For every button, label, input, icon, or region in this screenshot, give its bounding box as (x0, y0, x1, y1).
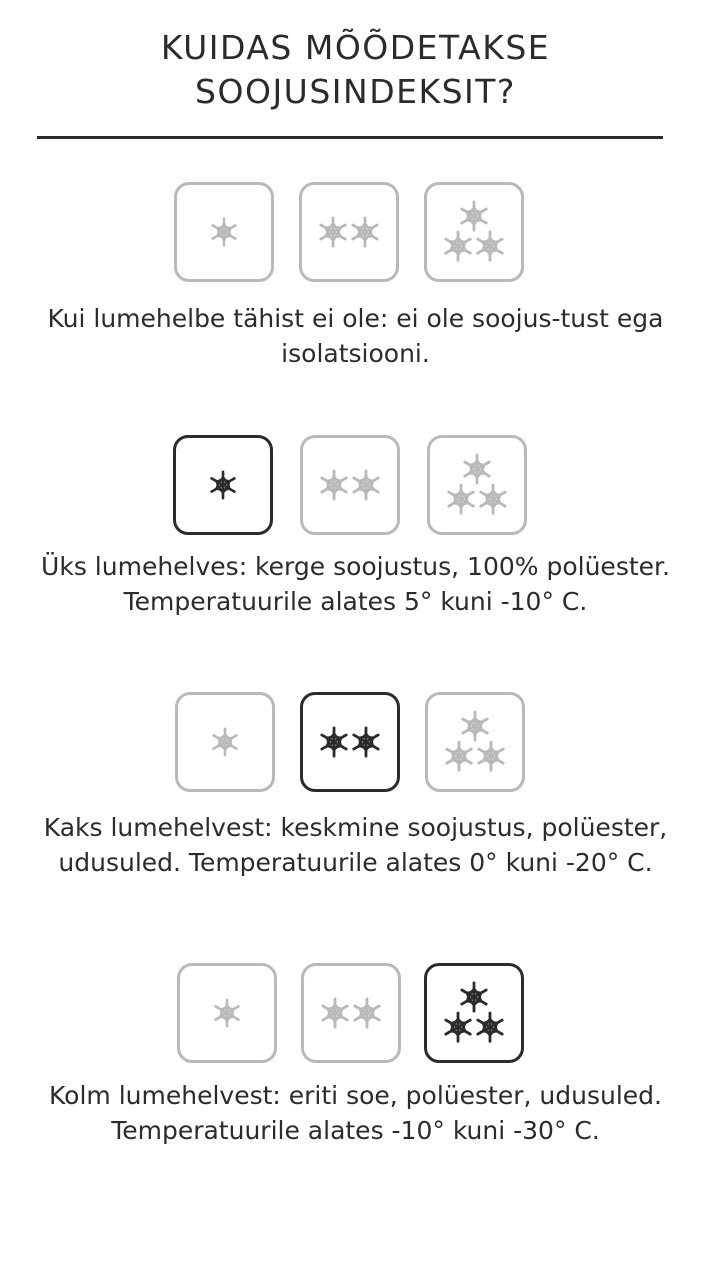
three-snowflakes-icon (424, 963, 524, 1063)
two-snowflakes-icon (301, 963, 401, 1063)
one-snowflake-icon (173, 435, 273, 535)
snowflake-icon-row (0, 963, 711, 1067)
three-snowflakes-icon (427, 435, 527, 535)
snowflake-graphic (176, 435, 270, 535)
page-title (0, 26, 711, 114)
snowflake-icon-row (0, 692, 711, 796)
title-line-1: KUIDAS MÕÕDETAKSE (160, 28, 551, 67)
snowflake-graphic (302, 182, 396, 282)
three-snowflakes-icon (424, 182, 524, 282)
two-snowflakes-icon (299, 182, 399, 282)
one-snowflake-icon (175, 692, 275, 792)
snowflake-graphic (430, 435, 524, 535)
snowflake-graphic (178, 692, 272, 792)
snowflake-icon-row (0, 435, 711, 539)
snowflake-icon-row (0, 182, 711, 286)
snowflake-graphic (427, 182, 521, 282)
snowflake-graphic (427, 963, 521, 1063)
three-snowflakes-icon (425, 692, 525, 792)
level-description: Üks lumehelves: kerge soojustus, 100% polüester. Temperatuurile alates 5° kuni -10° C. (41, 552, 670, 616)
level-description: Kui lumehelbe tähist ei ole: ei ole soojus-tust ega isolatsiooni. (47, 304, 664, 368)
snowflake-graphic (303, 692, 397, 792)
snowflake-graphic (180, 963, 274, 1063)
title-line-2: SOOJUSINDEKSIT? (195, 72, 516, 111)
one-snowflake-icon (177, 963, 277, 1063)
one-snowflake-icon (174, 182, 274, 282)
level-one-snowflake (0, 435, 711, 616)
level-two-snowflakes (0, 692, 711, 877)
level-three-snowflakes (0, 963, 711, 1145)
snowflake-graphic (428, 692, 522, 792)
two-snowflakes-icon (300, 692, 400, 792)
level-description: Kaks lumehelvest: keskmine soojustus, polüester, udusuled. Temperatuurile alates 0° kuni -20° C. (43, 813, 668, 877)
two-snowflakes-icon (300, 435, 400, 535)
title-divider (37, 136, 663, 139)
snowflake-graphic (304, 963, 398, 1063)
level-description: Kolm lumehelvest: eriti soe, polüester, udusuled. Temperatuurile alates -10° kuni -30° C. (49, 1081, 662, 1145)
level-none (0, 182, 711, 368)
snowflake-graphic (177, 182, 271, 282)
snowflake-graphic (303, 435, 397, 535)
